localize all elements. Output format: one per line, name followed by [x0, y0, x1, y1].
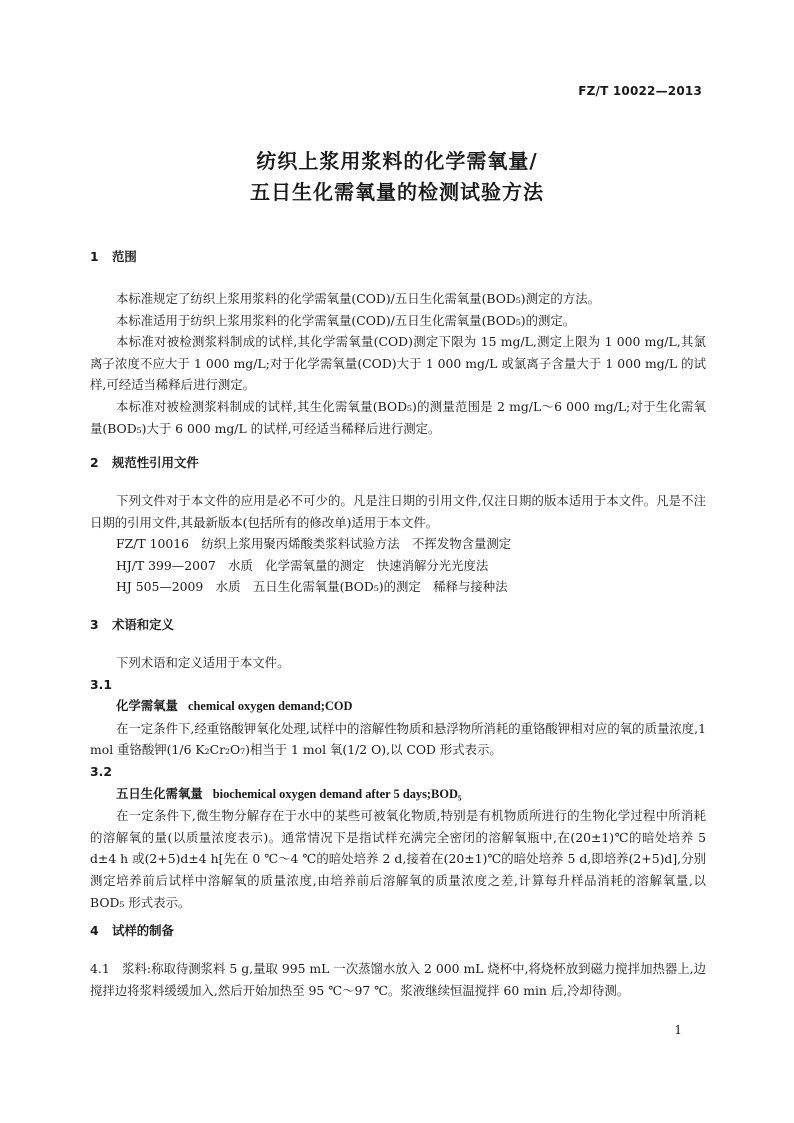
term-definition: 在一定条件下,经重铬酸钾氧化处理,试样中的溶解性物质和悬浮物所消耗的重铬酸钾相对应的氧的质量浓度,1 mol 重铬酸钾(1/6 K₂Cr₂O₇)相当于 1 mol 氧(1/2 O),以 COD 形式表示。	[90, 720, 706, 758]
section-1-body	[90, 288, 706, 439]
reference-item: HJ/T 399—2007 水质 化学需氧量的测定 快速消解分光光度法	[116, 557, 489, 573]
term-number: 3.1	[90, 676, 112, 692]
page-number: 1	[674, 1023, 682, 1037]
reference-item: HJ 505—2009 水质 五日生化需氧量(BOD₅)的测定 稀释与接种法	[116, 579, 508, 595]
paragraph: 本标准规定了纺织上浆用浆料的化学需氧量(COD)/五日生化需氧量(BOD₅)测定的方法。	[116, 291, 600, 306]
section-number: 4	[90, 923, 99, 938]
standard-code: FZ/T 10022—2013	[578, 84, 702, 98]
section-title: 试样的制备	[112, 923, 174, 938]
reference-item: FZ/T 10016 纺织上浆用聚丙烯酸类浆料试验方法 不挥发物含量测定	[116, 536, 512, 552]
section-2-heading	[90, 452, 706, 474]
term-entry	[90, 783, 706, 806]
term-chinese: 五日生化需氧量	[116, 785, 203, 801]
section-number: 2	[90, 455, 99, 470]
paragraph: 下列文件对于本文件的应用是必不可少的。凡是注日期的引用文件,仅注日期的版本适用于本文件。凡是不注日期的引用文件,其最新版本(包括所有的修改单)适用于本文件。	[90, 493, 706, 530]
section-number: 1	[90, 249, 99, 264]
title-line-1: 纺织上浆用浆料的化学需氧量/	[256, 149, 538, 173]
section-2-body	[90, 490, 706, 598]
term-english: chemical oxygen demand;COD	[187, 699, 353, 714]
document-title	[0, 146, 794, 208]
term-definition: 在一定条件下,微生物分解存在于水中的某些可被氧化物质,特别是有机物质所进行的生物化学过程中所消耗的溶解氧的量(以质量浓度表示)。通常情况下是指试样充满完全密闭的溶解氧瓶中,在(20±1)℃的暗处培养 5 d±4 h 或(2+5)d±4 h[先在 0 ℃～4 ℃的暗处培养 2 d,接着在(20±1)℃的暗处培养 5 d,即培养(2+5)d],分别测定培养前后试样中溶解氧的质量浓度,由培养前后溶解氧的质量浓度之差,计算每升样品消耗的溶解氧量,以 BOD₅ 形式表示。	[90, 808, 706, 910]
section-3-heading	[90, 614, 706, 636]
title-line-2: 五日生化需氧量的检测试验方法	[250, 180, 544, 204]
section-1-heading	[90, 246, 706, 268]
section-4-heading	[90, 920, 706, 942]
paragraph: 本标准对被检测浆料制成的试样,其化学需氧量(COD)测定下限为 15 mg/L,测定上限为 1 000 mg/L,其氯离子浓度不应大于 1 000 mg/L;对于化学需氧量(COD)大于 1 000 mg/L 或氯离子含量大于 1 000 mg/L 的试样,可经适当稀释后进行测定。	[90, 334, 706, 393]
term-number: 3.2	[90, 763, 112, 779]
paragraph: 本标准适用于纺织上浆用浆料的化学需氧量(COD)/五日生化需氧量(BOD₅)的测定。	[116, 312, 576, 328]
section-title: 术语和定义	[112, 617, 174, 632]
paragraph: 下列术语和定义适用于本文件。	[116, 655, 290, 670]
paragraph: 4.1 浆料:称取待测浆料 5 g,量取 995 mL 一次蒸馏水放入 2 000 mL 烧杯中,将烧杯放到磁力搅拌加热器上,边搅拌边将浆料缓缓加入,然后开始加热至 95 ℃～97 ℃。浆液继续恒温搅拌 60 min 后,冷却待测。	[90, 961, 706, 998]
section-title: 规范性引用文件	[112, 455, 199, 470]
term-chinese: 化学需氧量	[116, 698, 178, 714]
section-title: 范围	[112, 249, 137, 264]
section-3-body	[90, 652, 706, 913]
paragraph: 本标准对被检测浆料制成的试样,其生化需氧量(BOD₅)的测量范围是 2 mg/L～6 000 mg/L;对于生化需氧量(BOD₅)大于 6 000 mg/L 的试样,可经适当稀释后进行测定。	[90, 398, 706, 436]
term-english: biochemical oxygen demand after 5 days;BOD₅	[212, 786, 462, 801]
section-4-body	[90, 958, 706, 1001]
section-number: 3	[90, 617, 99, 632]
term-entry	[90, 695, 706, 718]
